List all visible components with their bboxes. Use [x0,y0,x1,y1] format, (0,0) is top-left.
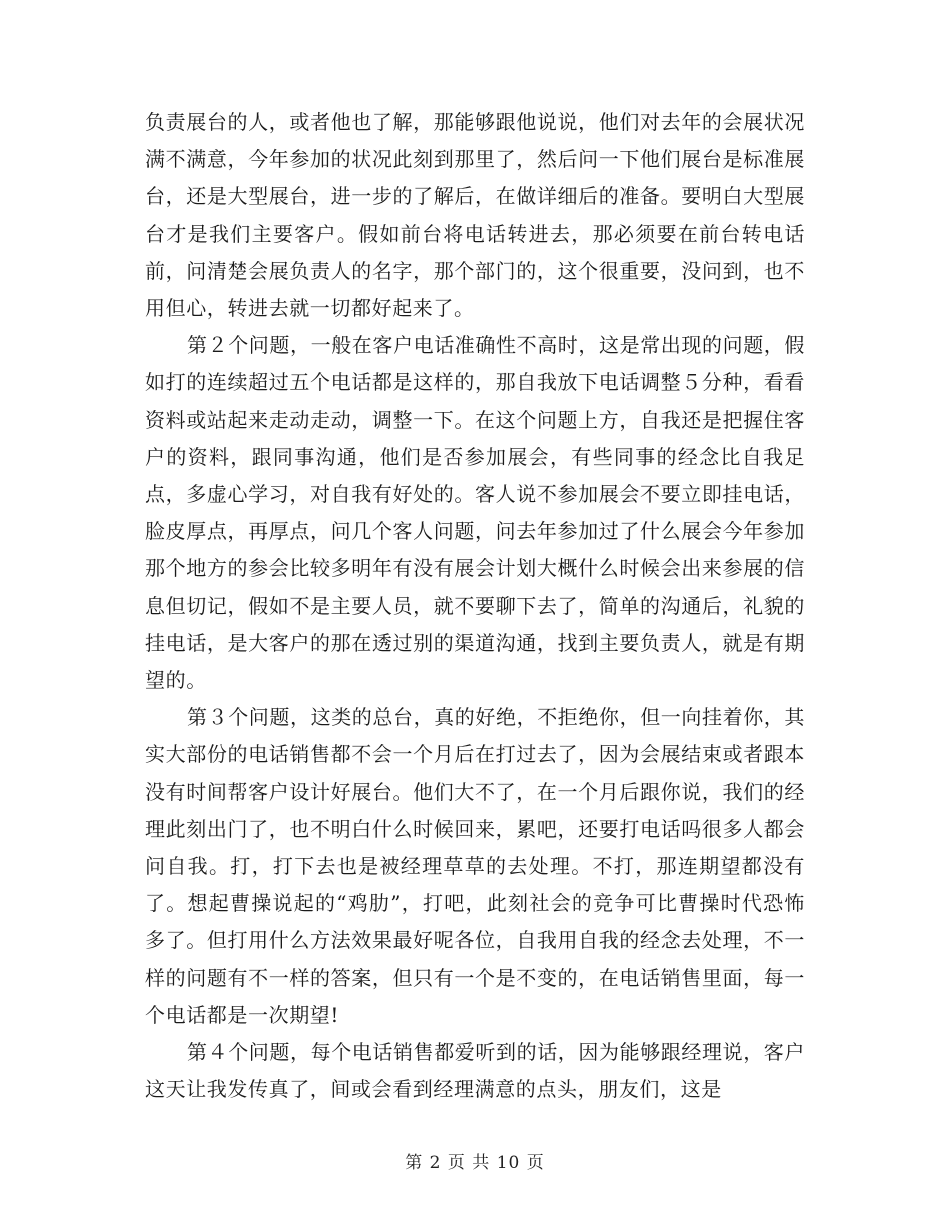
paragraph-4: 第４个问题，每个电话销售都爱听到的话，因为能够跟经理说，客户这天让我发传真了，间或会看到经理满意的点头，朋友们，这是 [145,1040,805,1102]
page-footer [0,1148,950,1173]
paragraph-1: 负责展台的人，或者他也了解，那能够跟他说说，他们对去年的会展状况满不满意，今年参加的状况此刻到那里了，然后问一下他们展台是标准展台，还是大型展台，进一步的了解后，在做详细后的准备。要明白大型展台才是我们主要客户。假如前台将电话转进去，那必须要在前台转电话前，问清楚会展负责人的名字，那个部门的，这个很重要，没问到，也不用但心，转进去就一切都好起来了。 [145,110,805,321]
body-text [145,104,805,1108]
paragraph-2: 第２个问题，一般在客户电话准确性不高时，这是常出现的问题，假如打的连续超过五个电话都是这样的，那自我放下电话调整５分种，看看资料或站起来走动走动，调整一下。在这个问题上方，自我还是把握住客户的资料，跟同事沟通，他们是否参加展会，有些同事的经念比自我足点，多虚心学习，对自我有好处的。客人说不参加展会不要立即挂电话，脸皮厚点，再厚点，问几个客人问题，问去年参加过了什么展会今年参加那个地方的参会比较多明年有没有展会计划大概什么时候会出来参展的信息但切记，假如不是主要人员，就不要聊下去了，简单的沟通后，礼貌的挂电话，是大客户的那在透过别的渠道沟通，找到主要负责人，就是有期望的。 [145,333,805,693]
page-number-label: 第 2 页 共 10 页 [405,1153,545,1173]
paragraph-3: 第３个问题，这类的总台，真的好绝，不拒绝你，但一向挂着你，其实大部份的电话销售都不会一个月后在打过去了，因为会展结束或者跟本没有时间帮客户设计好展台。他们大不了，在一个月后跟你说，我们的经理此刻出门了，也不明白什么时候回来，累吧，还要打电话吗很多人都会问自我。打，打下去也是被经理草草的去处理。不打，那连期望都没有了。想起曹操说起的“鸡肋”，打吧，此刻社会的竞争可比曹操时代恐怖多了。但打用什么方法效果最好呢各位，自我用自我的经念去处理，不一样的问题有不一样的答案，但只有一个是不变的，在电话销售里面，每一个电话都是一次期望! [145,705,805,1027]
